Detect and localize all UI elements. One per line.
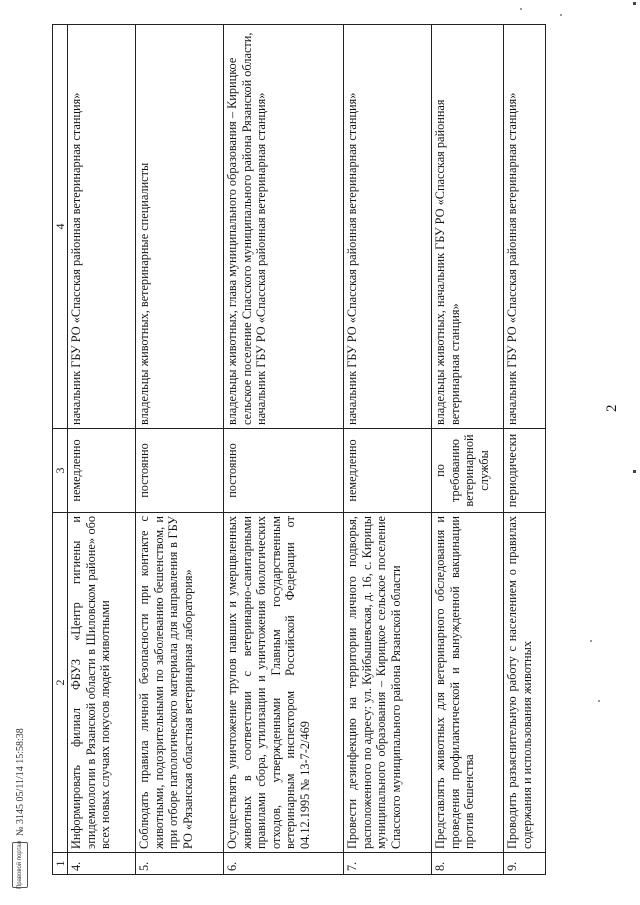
row-responsible: начальник ГБУ РО «Спасская районная ветеринарная станция» [344, 25, 432, 429]
registration-number: № 3145 05/11/14 15:58:38 [14, 728, 26, 836]
scan-dot [590, 640, 592, 642]
row-responsible: владельцы животных, начальник ГБУ РО «Спасская районная ветеринарная станция» [432, 25, 504, 429]
scan-dot [560, 14, 562, 16]
portal-logo: Правовой портал [12, 842, 28, 888]
row-number: 6. [224, 853, 344, 875]
row-action: Осуществлять уничтожение трупов павших и умерщвленных животных в соответствии с ветеринарно-санитарными правилами сбора, утилизации и уничтожения биологических отходов, утвержденными Главным государственным ветеринарным инспектором Российской Федерации от 04.12.1995 № 13-7-2/469 [224, 513, 344, 853]
row-term: постоянно [136, 429, 224, 513]
scan-dot [598, 700, 600, 702]
row-term: периодически [504, 429, 546, 513]
page-number: 2 [604, 404, 620, 412]
row-action: Проводить разъяснительную работу с населением о правилах содержания и использования животных [504, 513, 546, 853]
scan-edge-mark [633, 2, 636, 5]
measures-table [52, 24, 546, 875]
row-responsible: владельцы животных, ветеринарные специалисты [136, 25, 224, 429]
row-term: постоянно [224, 429, 344, 513]
row-responsible: начальник ГБУ РО «Спасская районная ветеринарная станция» [504, 25, 546, 429]
row-term: немедленно [344, 429, 432, 513]
row-number: 8. [432, 853, 504, 875]
row-responsible: начальник ГБУ РО «Спасская районная ветеринарная станция» [68, 25, 136, 429]
table-row [68, 25, 136, 875]
header-cell: 3 [53, 429, 68, 513]
row-term: по требованию ветеринарной службы [432, 429, 504, 513]
table-header-row [53, 25, 68, 875]
row-action: Представлять животных для ветеринарного обследования и проведения профилактической и вынужденной вакцинации против бешенства [432, 513, 504, 853]
scan-edge-mark [633, 470, 636, 473]
row-number: 9. [504, 853, 546, 875]
row-number: 4. [68, 853, 136, 875]
header-cell: 2 [53, 513, 68, 853]
rotated-table-container [52, 25, 582, 875]
row-responsible: владельцы животных, глава муниципального образования – Кирицкое сельское поселение Спасского муниципального района Рязанской области, начальник ГБУ РО «Спасская районная ветеринарная станция» [224, 25, 344, 429]
table-row [504, 25, 546, 875]
registration-stamp [12, 728, 28, 888]
table-row [432, 25, 504, 875]
row-number: 7. [344, 853, 432, 875]
header-cell: 1 [53, 853, 68, 875]
row-action: Информировать филиал ФБУЗ «Центр гигиены и эпидемиологии в Рязанской области в Шиловском районе» обо всех новых случаях покусов людей животными [68, 513, 136, 853]
table-row [224, 25, 344, 875]
row-term: немедленно [68, 429, 136, 513]
header-cell: 4 [53, 25, 68, 429]
scan-dot [520, 8, 522, 10]
table-row [136, 25, 224, 875]
row-action: Соблюдать правила личной безопасности при контакте с животными, подозрительными по заболеванию бешенством, и при отборе патологического материала для направления в ГБУ РО «Рязанская областная ветеринарная лаборатория» [136, 513, 224, 853]
row-action: Провести дезинфекцию на территории личного подворья, расположенного по адресу: ул. Куйбышевская, д. 16, с. Кирицы муниципального образования – Кирицкое сельское поселение Спасского муниципального района Рязанской области [344, 513, 432, 853]
row-number: 5. [136, 853, 224, 875]
table-row [344, 25, 432, 875]
